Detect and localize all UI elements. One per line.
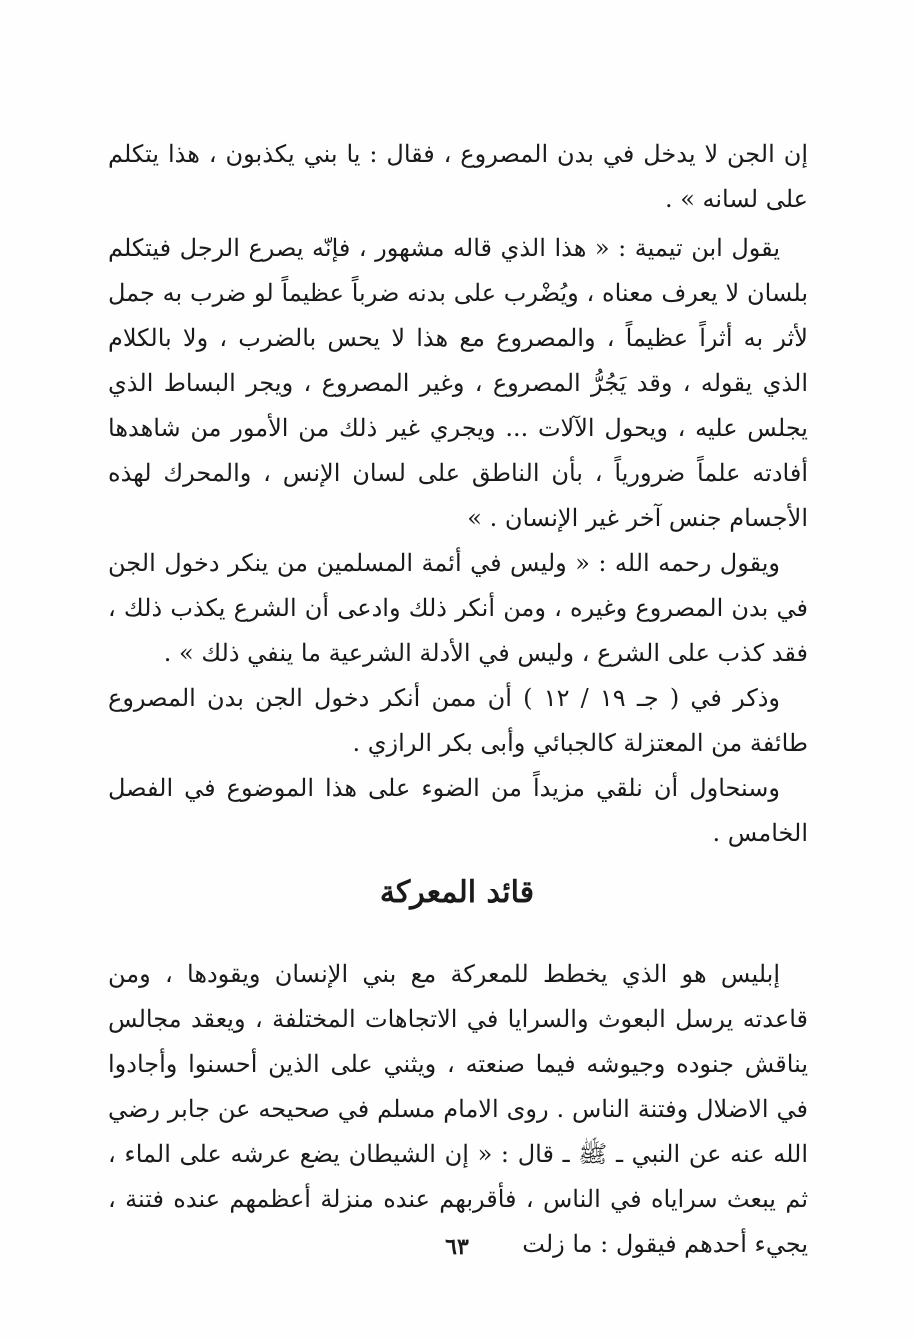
- section-heading: قائد المعركة: [379, 875, 535, 910]
- paragraph: وذكر في ( جـ ١٩ / ١٢ ) أن ممن أنكر دخول الجن بدن المصروع طائفة من المعتزلة كالجبائي وأبى بكر الرازي .: [108, 684, 808, 757]
- paragraph: إبليس هو الذي يخطط للمعركة مع بني الإنسان ويقودها ، ومن قاعدته يرسل البعوث والسرايا في الاتجاهات المختلفة ، ويعقد مجالس يناقش جنوده وجيوشه فيما صنعته ، ويثني على الذين أحسنوا وأجادوا في الاضلال وفتنة الناس . روى الامام مسلم في صحيحه عن جابر رضي الله عنه عن النبي ـ ﷺ ـ قال : « إن الشيطان يضع عرشه على الماء ، ثم يبعث سراياه في الناس ، فأقربهم عنده منزلة أعظمهم عنده فتنة ، يجيء أحدهم فيقول : ما زلت: [108, 960, 808, 1258]
- paragraph: وسنحاول أن نلقي مزيداً من الضوء على هذا الموضوع في الفصل الخامس .: [108, 774, 808, 847]
- page-number: ٦٣: [445, 1234, 469, 1260]
- paragraph: إن الجن لا يدخل في بدن المصروع ، فقال : يا بني يكذبون ، هذا يتكلم على لسانه » .: [108, 140, 808, 213]
- text-block-main: [108, 226, 808, 856]
- paragraph: ويقول رحمه الله : « وليس في أئمة المسلمين من ينكر دخول الجن في بدن المصروع وغيره ، ومن أنكر ذلك وادعى أن الشرع يكذب ذلك ، فقد كذب على الشرع ، وليس في الأدلة الشرعية ما ينفي ذلك » .: [108, 549, 808, 667]
- text-block-top: [108, 132, 808, 222]
- text-block-bottom: [108, 952, 808, 1267]
- paragraph: يقول ابن تيمية : « هذا الذي قاله مشهور ، فإنّه يصرع الرجل فيتكلم بلسان لا يعرف معناه ، ويُضْرب على بدنه ضرباً عظيماً لو ضرب به جمل لأثر به أثراً عظيماً ، والمصروع مع هذا لا يحس بالضرب ، ولا بالكلام الذي يقوله ، وقد يَجُرُّ المصروع ، وغير المصروع ، ويجر البساط الذي يجلس عليه ، ويحول الآلات ... ويجري غير ذلك من الأمور من شاهدها أفادته علماً ضرورياً ، بأن الناطق على لسان الإنس ، والمحرك لهذه الأجسام جنس آخر غير الإنسان . »: [108, 234, 808, 532]
